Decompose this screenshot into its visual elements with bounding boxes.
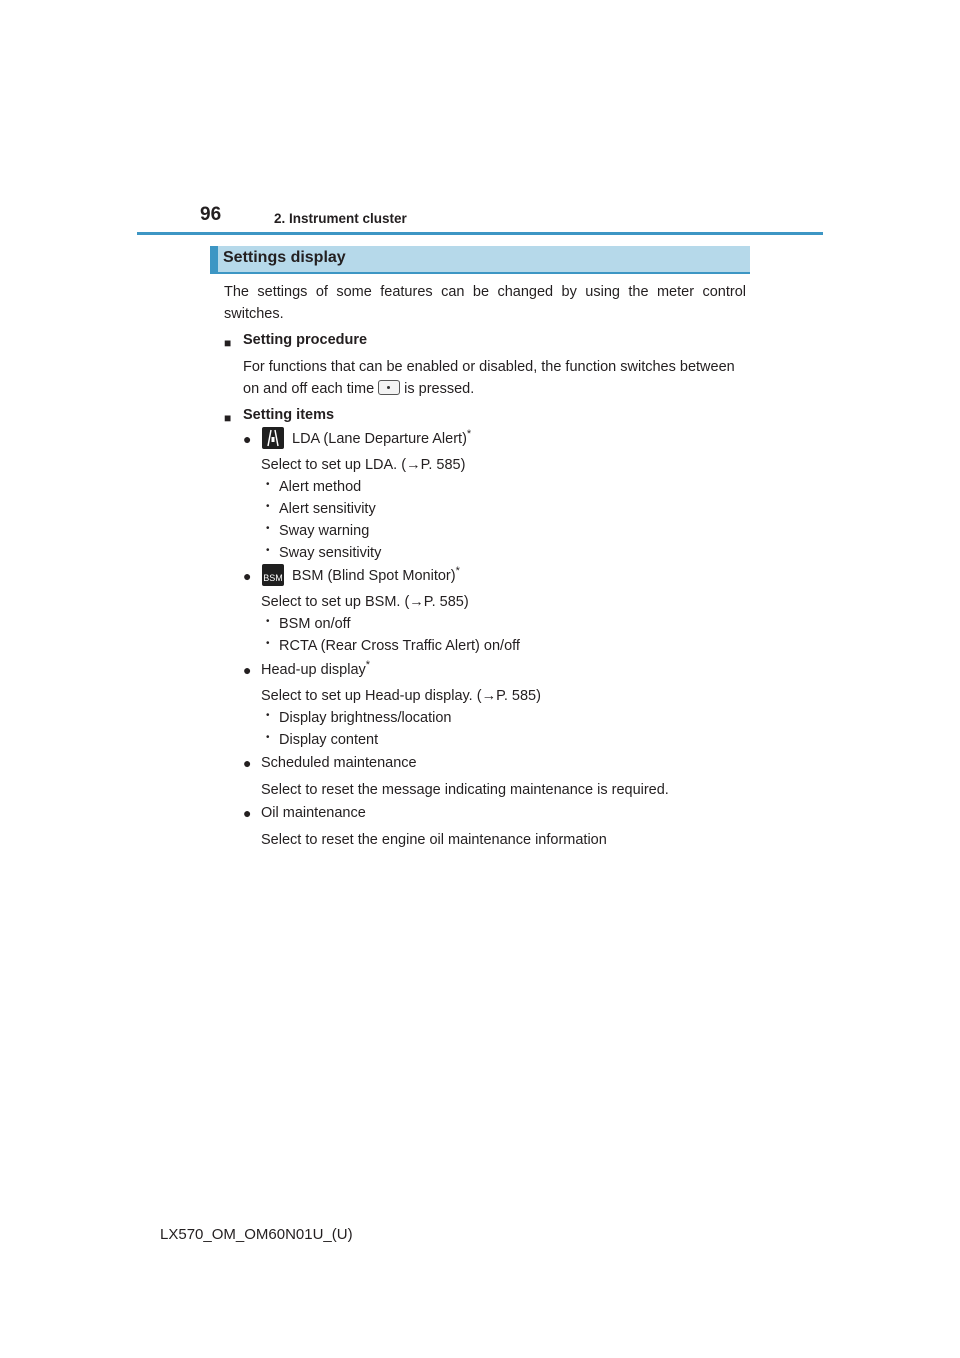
lda-sub-item: Sway sensitivity bbox=[279, 545, 382, 561]
hud-asterisk: * bbox=[365, 659, 371, 672]
round-bullet-icon: ● bbox=[243, 662, 252, 678]
scheduled-maintenance-description: Select to reset the message indicating maintenance is required. bbox=[261, 782, 669, 798]
meter-switch-button-icon bbox=[378, 380, 400, 395]
bsm-title-text: BSM (Blind Spot Monitor) bbox=[292, 568, 456, 584]
hud-title-text: Head-up display bbox=[261, 662, 366, 678]
hud-sub-item: Display content bbox=[279, 732, 379, 748]
bsm-asterisk: * bbox=[455, 565, 460, 578]
bsm-sub-item: BSM on/off bbox=[279, 616, 351, 632]
page-number: 96 bbox=[200, 204, 222, 225]
round-bullet-icon: ● bbox=[243, 805, 252, 821]
square-bullet-icon: ■ bbox=[224, 411, 232, 425]
document-code-footer: LX570_OM_OM60N01U_(U) bbox=[160, 1226, 353, 1243]
bsm-icon: BSM bbox=[262, 564, 284, 586]
dot-bullet-icon: • bbox=[266, 523, 270, 534]
procedure-line-2 bbox=[243, 378, 474, 400]
lda-sub-item: Sway warning bbox=[279, 523, 370, 539]
square-bullet-icon: ■ bbox=[224, 336, 232, 350]
dot-bullet-icon: • bbox=[266, 501, 270, 512]
lda-title bbox=[292, 428, 471, 450]
chapter-title: 2. Instrument cluster bbox=[274, 211, 407, 226]
dot-bullet-icon: • bbox=[266, 732, 270, 743]
bsm-sub-item: RCTA (Rear Cross Traffic Alert) on/off bbox=[279, 638, 520, 654]
dot-bullet-icon: • bbox=[266, 479, 270, 490]
section-header bbox=[210, 246, 750, 274]
bsm-title bbox=[292, 565, 460, 587]
hud-title bbox=[261, 659, 370, 681]
section-title: Settings display bbox=[223, 249, 346, 266]
procedure-heading: Setting procedure bbox=[243, 332, 368, 348]
procedure-line-2-end: is pressed. bbox=[404, 381, 475, 397]
dot-bullet-icon: • bbox=[266, 545, 270, 556]
round-bullet-icon: ● bbox=[243, 431, 252, 447]
oil-maintenance-description: Select to reset the engine oil maintenance information bbox=[261, 832, 607, 848]
header-rule bbox=[137, 232, 823, 235]
dot-bullet-icon: • bbox=[266, 616, 270, 627]
round-bullet-icon: ● bbox=[243, 755, 252, 771]
lda-asterisk: * bbox=[466, 428, 472, 441]
lane-departure-icon bbox=[262, 427, 284, 449]
lda-sub-item: Alert sensitivity bbox=[279, 501, 376, 517]
items-heading: Setting items bbox=[243, 407, 335, 423]
lda-icon bbox=[262, 427, 284, 449]
bsm-description: Select to set up BSM. (→P. 585) bbox=[261, 594, 469, 610]
lda-title-text: LDA (Lane Departure Alert) bbox=[292, 431, 467, 447]
intro-paragraph: The settings of some features can be changed by using the meter control switches. bbox=[224, 284, 746, 322]
scheduled-maintenance-title: Scheduled maintenance bbox=[261, 755, 417, 771]
hud-description: Select to set up Head-up display. (→P. 585) bbox=[261, 688, 541, 704]
round-bullet-icon: ● bbox=[243, 568, 252, 584]
procedure-line-2-start: on and off each time bbox=[243, 381, 375, 397]
dot-bullet-icon: • bbox=[266, 710, 270, 721]
oil-maintenance-title: Oil maintenance bbox=[261, 805, 366, 821]
lda-description: Select to set up LDA. (→P. 585) bbox=[261, 457, 466, 473]
dot-bullet-icon: • bbox=[266, 638, 270, 649]
procedure-line-1: For functions that can be enabled or disabled, the function switches between bbox=[243, 359, 735, 375]
lda-sub-item: Alert method bbox=[279, 479, 362, 495]
hud-sub-item: Display brightness/location bbox=[279, 710, 452, 726]
